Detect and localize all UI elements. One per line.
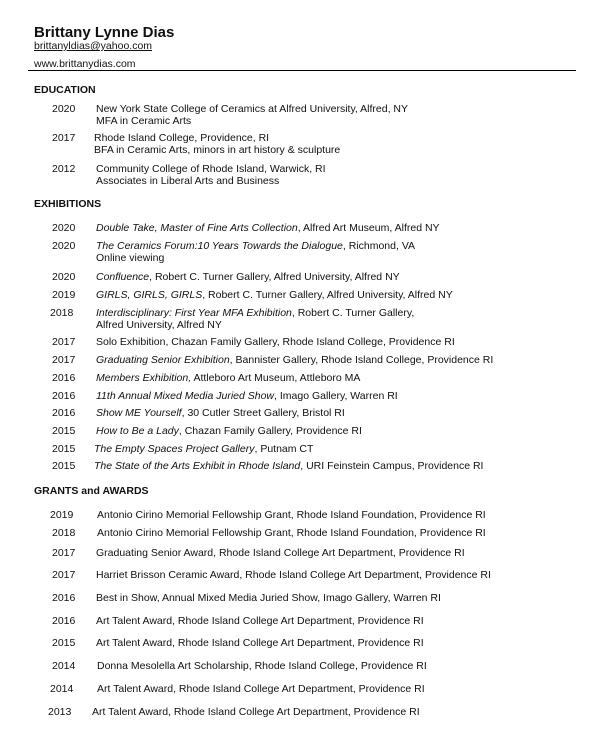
exhibition-venue: , Robert C. Turner Gallery, Alfred University, Alfred NY	[149, 271, 400, 283]
exhibition-title: How to Be a Lady	[96, 425, 179, 437]
exhibition-year: 2015	[52, 443, 76, 455]
award-text: Harriet Brisson Ceramic Award, Rhode Island College Art Department, Providence RI	[96, 569, 491, 581]
exhibition-year: 2017	[52, 336, 76, 348]
education-institution: Community College of Rhode Island, Warwick, RI	[96, 163, 326, 175]
exhibition-venue: , Imago Gallery, Warren RI	[274, 390, 398, 402]
award-text: Antonio Cirino Memorial Fellowship Grant, Rhode Island Foundation, Providence RI	[97, 527, 486, 539]
exhibition-venue: Solo Exhibition, Chazan Family Gallery, Rhode Island College, Providence RI	[96, 336, 455, 348]
exhibitions-heading: EXHIBITIONS	[34, 198, 102, 210]
education-institution: New York State College of Ceramics at Alfred University, Alfred, NY	[96, 103, 409, 115]
exhibition-title: The State of the Arts Exhibit in Rhode Island	[94, 460, 301, 472]
grants-heading: GRANTS and AWARDS	[34, 485, 149, 497]
exhibition-title: Double Take, Master of Fine Arts Collection	[96, 222, 298, 234]
exhibition-year: 2016	[52, 407, 76, 419]
exhibition-note: Online viewing	[96, 252, 165, 264]
exhibition-venue: , Richmond, VA	[342, 240, 416, 252]
resume-name: Brittany Lynne Dias	[34, 24, 175, 41]
exhibition-venue: Attleboro Art Museum, Attleboro MA	[191, 372, 361, 384]
award-year: 2014	[52, 660, 76, 672]
award-year: 2018	[52, 527, 76, 539]
education-year: 2012	[52, 163, 76, 175]
award-year: 2015	[52, 637, 76, 649]
award-text: Donna Mesolella Art Scholarship, Rhode Island College, Providence RI	[97, 660, 427, 672]
award-year: 2019	[50, 509, 74, 521]
exhibition-venue: , Chazan Family Gallery, Providence RI	[178, 425, 362, 437]
education-degree: MFA in Ceramic Arts	[96, 115, 192, 127]
exhibition-title: Graduating Senior Exhibition	[96, 354, 230, 366]
award-year: 2013	[48, 706, 72, 718]
exhibition-title: The Ceramics Forum:10 Years Towards the Dialogue	[96, 240, 343, 252]
exhibition-venue: , Bannister Gallery, Rhode Island College, Providence RI	[229, 354, 494, 366]
exhibition-venue: , Alfred Art Museum, Alfred NY	[297, 222, 440, 234]
exhibition-year: 2015	[52, 425, 76, 437]
award-text: Graduating Senior Award, Rhode Island College Art Department, Providence RI	[96, 547, 465, 559]
award-text: Art Talent Award, Rhode Island College Art Department, Providence RI	[96, 637, 424, 649]
exhibition-year: 2019	[52, 289, 76, 301]
exhibition-venue: , 30 Cutler Street Gallery, Bristol RI	[181, 407, 345, 419]
award-text: Art Talent Award, Rhode Island College Art Department, Providence RI	[92, 706, 420, 718]
exhibition-note: Alfred University, Alfred NY	[96, 319, 222, 331]
education-degree: BFA in Ceramic Arts, minors in art history & sculpture	[94, 144, 341, 156]
exhibition-year: 2018	[50, 307, 74, 319]
education-year: 2017	[52, 132, 76, 144]
exhibition-title: 11th Annual Mixed Media Juried Show	[96, 390, 275, 402]
exhibition-year: 2017	[52, 354, 76, 366]
exhibition-year: 2020	[52, 222, 76, 234]
award-year: 2017	[52, 547, 76, 559]
education-degree: Associates in Liberal Arts and Business	[96, 175, 280, 187]
website-link[interactable]: www.brittanydias.com	[34, 58, 136, 70]
exhibition-venue: , Putnam CT	[254, 443, 314, 455]
award-text: Art Talent Award, Rhode Island College Art Department, Providence RI	[96, 615, 424, 627]
award-year: 2014	[50, 683, 74, 695]
education-heading: EDUCATION	[34, 84, 96, 96]
exhibition-title: Interdisciplinary: First Year MFA Exhibition	[96, 307, 292, 319]
exhibition-venue: , URI Feinstein Campus, Providence RI	[300, 460, 484, 472]
award-year: 2016	[52, 592, 76, 604]
exhibition-title: GIRLS, GIRLS, GIRLS	[96, 289, 203, 301]
award-text: Art Talent Award, Rhode Island College Art Department, Providence RI	[97, 683, 425, 695]
exhibition-year: 2016	[52, 390, 76, 402]
exhibition-title: The Empty Spaces Project Gallery	[94, 443, 255, 455]
exhibition-year: 2020	[52, 240, 76, 252]
award-text: Antonio Cirino Memorial Fellowship Grant, Rhode Island Foundation, Providence RI	[97, 509, 486, 521]
award-year: 2017	[52, 569, 76, 581]
email-link[interactable]: brittanyldias@yahoo.com	[34, 40, 153, 52]
exhibition-title: Members Exhibition,	[96, 372, 192, 384]
exhibition-year: 2020	[52, 271, 76, 283]
award-year: 2016	[52, 615, 76, 627]
education-year: 2020	[52, 103, 76, 115]
exhibition-year: 2015	[52, 460, 76, 472]
header-divider	[28, 70, 576, 71]
exhibition-title: Confluence	[96, 271, 150, 283]
exhibition-title: Show ME Yourself	[96, 407, 182, 419]
award-text: Best in Show, Annual Mixed Media Juried Show, Imago Gallery, Warren RI	[96, 592, 441, 604]
education-institution: Rhode Island College, Providence, RI	[94, 132, 270, 144]
exhibition-year: 2016	[52, 372, 76, 384]
exhibition-venue: , Robert C. Turner Gallery,	[291, 307, 415, 319]
exhibition-venue: , Robert C. Turner Gallery, Alfred University, Alfred NY	[202, 289, 453, 301]
